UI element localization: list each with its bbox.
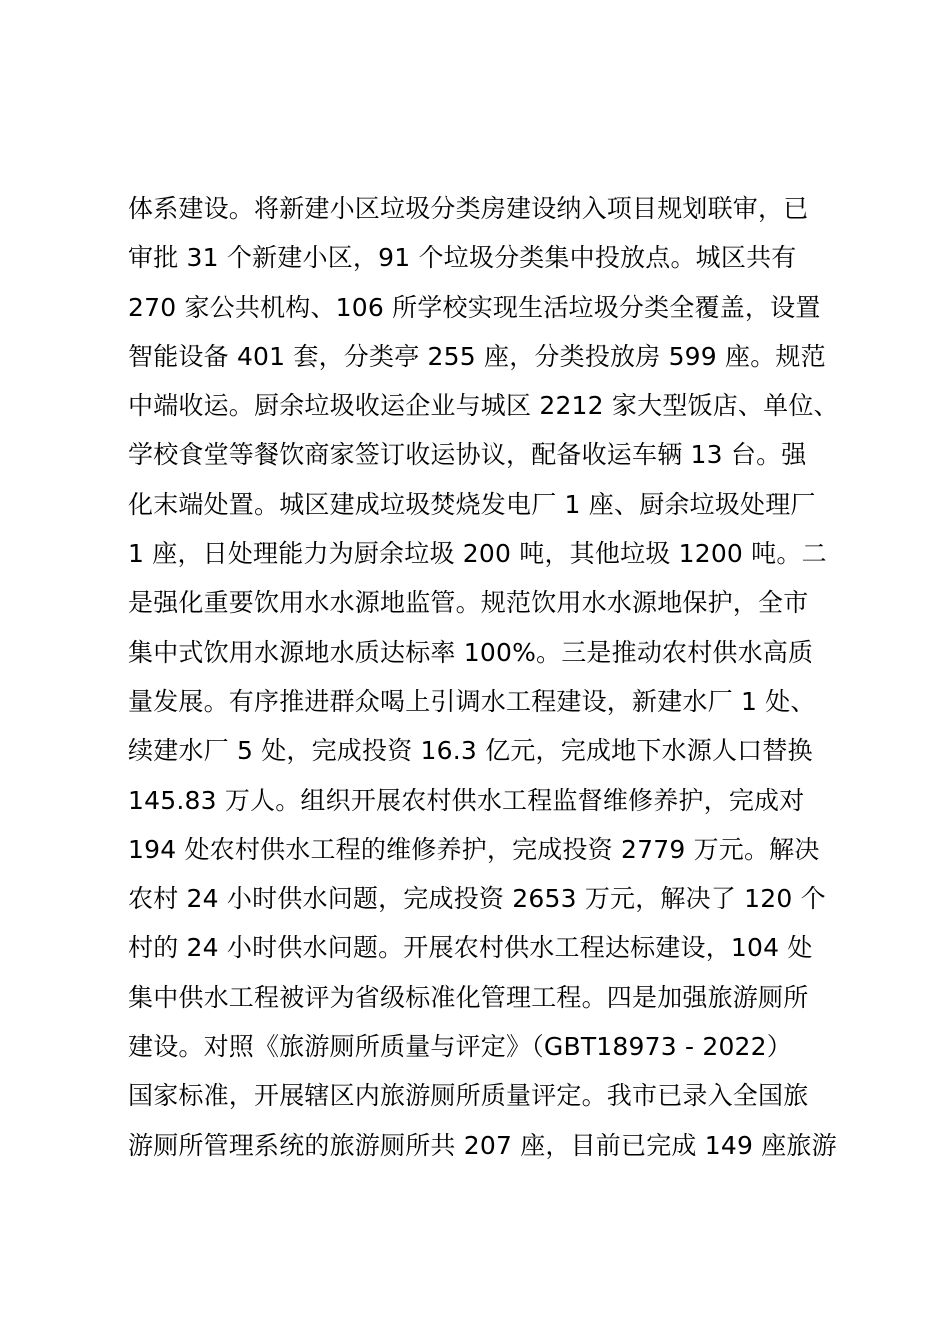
body-paragraph (128, 184, 848, 1170)
text-line: 体系建设。将新建小区垃圾分类房建设纳入项目规划联审，已 (128, 194, 809, 223)
text-line: 中端收运。厨余垃圾收运企业与城区 2212 家大型饭店、单位、 (128, 391, 839, 421)
text-line: 续建水厂 5 处，完成投资 16.3 亿元，完成地下水源人口替换 (128, 736, 813, 766)
text-line: 量发展。有序推进群众喝上引调水工程建设，新建水厂 1 处、 (128, 686, 816, 716)
text-line: 农村 24 小时供水问题，完成投资 2653 万元，解决了 120 个 (128, 884, 826, 914)
text-line: 学校食堂等餐饮商家签订收运协议，配备收运车辆 13 台。强 (128, 440, 807, 470)
text-line: 村的 24 小时供水问题。开展农村供水工程达标建设，104 处 (128, 933, 813, 963)
text-line: 270 家公共机构、106 所学校实现生活垃圾分类全覆盖，设置 (128, 292, 821, 322)
text-line: 建设。对照《旅游厕所质量与评定》（GBT18973 - 2022） (128, 1032, 792, 1062)
text-line: 是强化重要饮用水水源地监管。规范饮用水水源地保护，全市 (128, 588, 809, 618)
text-line: 145.83 万人。组织开展农村供水工程监督维修养护，完成对 (128, 785, 805, 815)
text-line: 1 座，日处理能力为厨余垃圾 200 吨，其他垃圾 1200 吨。二 (128, 539, 827, 569)
text-line: 智能设备 401 套，分类亭 255 座，分类投放房 599 座。规范 (128, 341, 826, 371)
text-line: 审批 31 个新建小区，91 个垃圾分类集中投放点。城区共有 (128, 243, 797, 273)
text-line: 194 处农村供水工程的维修养护，完成投资 2779 万元。解决 (128, 834, 820, 864)
text-line: 游厕所管理系统的旅游厕所共 207 座，目前已完成 149 座旅游 (128, 1130, 837, 1160)
text-line: 集中式饮用水源地水质达标率 100%。三是推动农村供水高质 (128, 637, 814, 667)
text-line: 集中供水工程被评为省级标准化管理工程。四是加强旅游厕所 (128, 982, 809, 1012)
text-line: 国家标准，开展辖区内旅游厕所质量评定。我市已录入全国旅 (128, 1081, 809, 1111)
text-line: 化末端处置。城区建成垃圾焚烧发电厂 1 座、厨余垃圾处理厂 (128, 489, 816, 519)
